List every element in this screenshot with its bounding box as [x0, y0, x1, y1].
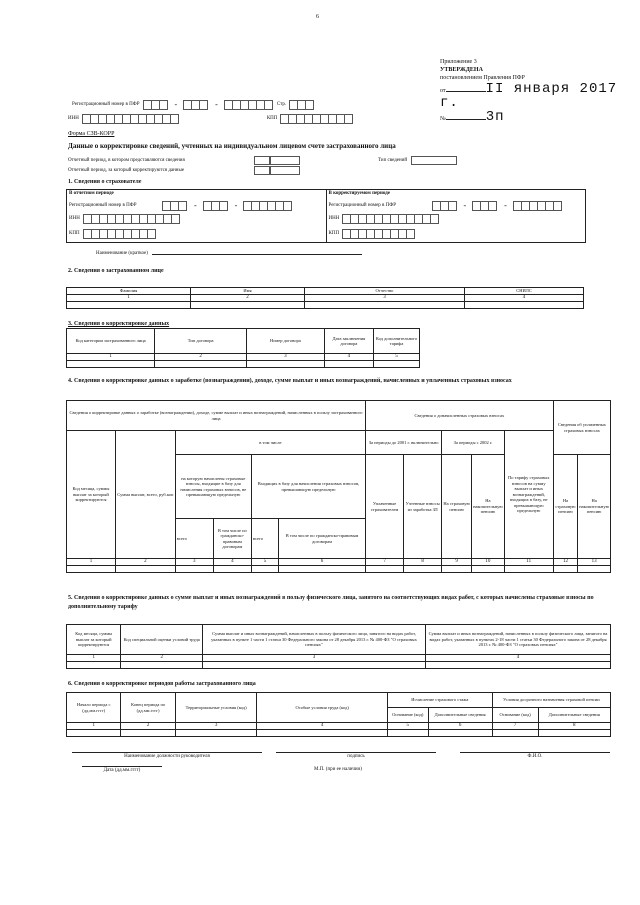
s6-group-service: Исчисление страхового стажа [387, 693, 492, 708]
s5-header: Сумма выплат и иных вознаграждений, начисленных в пользу физического лица, занятого на видах работ, указанных в пунктах 2-18 части 1 статьи 30 Федерального закона от 28 декабря 2013 г. № 400-ФЗ "О страховых пенсиях" [426, 625, 611, 655]
s6-num: 7 [492, 723, 538, 730]
page-number: 6 [316, 14, 319, 20]
s4-col-including: в том числе [175, 431, 365, 455]
s2-num: 4 [465, 294, 584, 301]
s6-cell[interactable] [175, 730, 257, 737]
s4-col-paid-earnings: Учтенные взносы из заработка ЗЛ [404, 455, 442, 559]
approval-no-label: № [440, 116, 446, 122]
s2-header: Имя [191, 288, 305, 295]
section1-left: В отчетном периоде Регистрационный номер в ПФР - - ИНН КПП [67, 190, 327, 242]
s6-num: 2 [121, 723, 175, 730]
s4-num: 6 [279, 559, 366, 566]
s4-num: 12 [553, 559, 577, 566]
s4-cell[interactable] [213, 566, 251, 573]
s1-name-label: Наименование (краткое) [96, 251, 148, 256]
header-kpp-label: КПП [266, 116, 278, 121]
s3-contract-date-cell[interactable] [324, 361, 373, 368]
s6-col-additional: Дополнительные сведения [428, 708, 492, 723]
s5-num: 2 [121, 655, 203, 662]
s4-cell[interactable] [404, 566, 442, 573]
s4-col-civil: В том числе по гражданско-правовым договорам [213, 519, 251, 559]
s4-col-total2: всего [251, 519, 278, 559]
s4-num: 4 [213, 559, 251, 566]
s4-col-from2002: За периоды с 2002 г. [442, 431, 505, 455]
s3-category-cell[interactable] [67, 361, 155, 368]
reg-part2-field[interactable] [184, 100, 208, 110]
footer-stamp: М.П. (при ее наличии) [314, 767, 362, 772]
s3-num: 5 [374, 354, 420, 361]
s4-col-sum: Сумма выплат, всего, руб.коп [115, 431, 175, 559]
s4-cell[interactable] [472, 566, 505, 573]
approval-decree: постановлением Правления ПФР [440, 75, 525, 81]
header-reg-row: Регистрационный номер в ПФР - - Стр. [72, 100, 314, 110]
s1-left-reg2-field[interactable] [204, 201, 228, 211]
footer-position: Наименование должности руководителя [72, 752, 262, 760]
period-corrected-label: Отчетный период, за который корректируются данные [68, 167, 185, 173]
s4-num: 1 [67, 559, 116, 566]
s4-cell[interactable] [504, 566, 553, 573]
s3-header: Код категории застрахованного лица [67, 329, 155, 354]
s4-num: 10 [472, 559, 505, 566]
s4-col-funded: На накопительную пенсию [472, 455, 505, 559]
kpp-field[interactable] [281, 114, 353, 124]
s6-num: 6 [428, 723, 492, 730]
s6-col-basis: Основание (код) [387, 708, 428, 723]
s5-sum1-cell[interactable] [202, 662, 425, 669]
s6-col-start: Начало периода с (дд.мм.гггг) [67, 693, 121, 723]
s3-num: 2 [155, 354, 247, 361]
section6-table [66, 692, 611, 737]
s4-col-paid-funded: На накопительную пенсию [578, 455, 611, 559]
footer-fio: Ф.И.О. [460, 752, 610, 760]
s1-left-reg1-field[interactable] [163, 201, 187, 211]
s2-header: СНИЛС [465, 288, 584, 295]
s5-header: Код месяца, суммы выплат за который корректируются [67, 625, 121, 655]
s4-num: 9 [442, 559, 472, 566]
s3-tariff-code-cell[interactable] [374, 361, 420, 368]
header-inn-row [68, 114, 353, 124]
header-inn-label: ИНН [68, 116, 79, 121]
s6-cell[interactable] [387, 730, 428, 737]
s1-right-reg-label: Регистрационный номер в ПФР [328, 203, 396, 208]
s4-col-civil2: В том числе по гражданско-правовым договорам [279, 519, 366, 559]
info-type-field[interactable] [411, 156, 457, 165]
section6-title: 6. Сведения о корректировке периодов работы застрахованного лица [68, 681, 256, 687]
section1-left-title: В отчетном периоде [69, 191, 114, 196]
s2-name-cell[interactable] [191, 301, 305, 308]
s5-sum2-cell[interactable] [426, 662, 611, 669]
info-type-label: Тип сведений [378, 157, 408, 163]
s5-month-cell[interactable] [67, 662, 121, 669]
s6-cell[interactable] [428, 730, 492, 737]
footer-signature: подпись [276, 752, 436, 760]
s1-left-inn-field[interactable] [84, 214, 180, 224]
section3-table [66, 328, 420, 368]
s2-header: Отчество [304, 288, 464, 295]
section4-title: 4. Сведения о корректировке данных о заработке (вознаграждении), доходе, сумме выплат и иных вознаграждений, начисленных и уплаченных страховых взносах [68, 378, 512, 384]
s6-col-basis2: Основание (код) [492, 708, 538, 723]
s2-num: 1 [67, 294, 191, 301]
s1-right-inn-field[interactable] [343, 214, 439, 224]
s5-num: 3 [202, 655, 425, 662]
s4-num: 11 [504, 559, 553, 566]
section5-table [66, 624, 611, 669]
form-name: Форма СЗВ-КОРР [68, 131, 115, 137]
page-field[interactable] [290, 100, 314, 110]
s4-num: 3 [175, 559, 213, 566]
s3-contract-type-cell[interactable] [155, 361, 247, 368]
s6-col-special: Особые условия труда (код) [257, 693, 388, 723]
approval-appendix: Приложение 3 [440, 59, 477, 65]
section1-box [66, 189, 586, 243]
s6-col-additional2: Дополнительные сведения [538, 708, 610, 723]
s4-cell[interactable] [366, 566, 404, 573]
s2-num: 3 [304, 294, 464, 301]
s4-group-earnings: Сведения о корректировке данных о заработке (вознаграждении), доходе, сумме выплат и иных вознаграждений, начисленных в пользу застрахованного лица [67, 401, 366, 431]
section1-title: 1. Сведения о страхователе [68, 179, 142, 185]
s5-header: Код специальной оценки условий труда [121, 625, 203, 655]
s4-cell[interactable] [67, 566, 116, 573]
s2-surname-cell[interactable] [67, 301, 191, 308]
s4-col-insurance: На страховую пенсию [442, 455, 472, 559]
s6-cell[interactable] [121, 730, 175, 737]
s6-num: 8 [538, 723, 610, 730]
approval-block [440, 58, 640, 124]
s1-right-kpp-label: КПП [328, 231, 340, 236]
s4-cell[interactable] [553, 566, 577, 573]
s4-col-month: Код месяца, суммы выплат за который корректируются [67, 431, 116, 559]
s1-right-reg3-field[interactable] [514, 201, 562, 211]
section1-right: В корректируемом периоде Регистрационный номер в ПФР - - ИНН КПП [327, 190, 586, 242]
footer-date: Дата (дд.мм.гггг) [82, 766, 162, 774]
s4-col-paid-insured: Уплаченные страхователем [366, 455, 404, 559]
section4-table [66, 400, 611, 573]
s4-cell[interactable] [578, 566, 611, 573]
s6-cell[interactable] [492, 730, 538, 737]
approval-approved: УТВЕРЖДЕНА [440, 67, 483, 73]
s4-cell[interactable] [442, 566, 472, 573]
s1-left-reg-label: Регистрационный номер в ПФР [69, 203, 137, 208]
s4-cell[interactable] [175, 566, 213, 573]
s3-num: 4 [324, 354, 373, 361]
s4-col-before2001: За периоды до 2001 г. включительно [366, 431, 442, 455]
period-corrected-field[interactable] [254, 166, 300, 175]
s6-num: 3 [175, 723, 257, 730]
s1-name-field[interactable] [152, 254, 362, 255]
period-submitted-row [68, 156, 457, 165]
s4-cell[interactable] [251, 566, 278, 573]
s2-num: 2 [191, 294, 305, 301]
s1-right-reg1-field[interactable] [433, 201, 457, 211]
form-title: Данные о корректировке сведений, учтенных на индивидуальном лицевом счете застрахованного лица [68, 142, 396, 150]
s2-snils-cell[interactable] [465, 301, 584, 308]
approval-number: 3п [485, 109, 505, 125]
s1-left-inn-label: ИНН [69, 216, 80, 221]
s4-col-paid-insurance: На страховую пенсию [553, 455, 577, 559]
s1-right-inn-label: ИНН [328, 216, 340, 221]
s3-header: Дата заключения договора [324, 329, 373, 354]
approval-date: II января 2017 г. [440, 81, 618, 111]
s5-num: 1 [67, 655, 121, 662]
s6-num: 1 [67, 723, 121, 730]
s4-cell[interactable] [279, 566, 366, 573]
s6-cell[interactable] [67, 730, 121, 737]
reg-part1-field[interactable] [144, 100, 168, 110]
s6-col-territorial: Территориальные условия (код) [175, 693, 257, 723]
page-label: Стр. [276, 102, 287, 107]
s1-right-kpp-field[interactable] [343, 229, 415, 239]
s4-cell[interactable] [115, 566, 175, 573]
s3-num: 3 [247, 354, 325, 361]
s4-group-accrued: Сведения о доначисленных страховых взносах [366, 401, 554, 431]
s5-header: Сумма выплат и иных вознаграждений, начисленных в пользу физического лица, занятого на видах работ, указанных в пункте 1 части 1 статьи 30 Федерального закона от 28 декабря 2013 г. № 400-ФЗ "О страховых пенсиях" [202, 625, 425, 655]
section3-title: 3. Сведения о корректировке данных [68, 321, 170, 327]
period-submitted-field[interactable] [254, 156, 300, 165]
s1-right-reg2-field[interactable] [473, 201, 497, 211]
s4-num: 13 [578, 559, 611, 566]
reg-part3-field[interactable] [225, 100, 273, 110]
s3-header: Код дополнительного тарифа [374, 329, 420, 354]
s4-num: 5 [251, 559, 278, 566]
s6-cell[interactable] [257, 730, 388, 737]
s4-num: 2 [115, 559, 175, 566]
s1-left-kpp-field[interactable] [84, 229, 156, 239]
s4-col-total: всего [175, 519, 213, 559]
s6-col-end: Конец периода по (дд.мм.гггг) [121, 693, 175, 723]
s5-assessment-cell[interactable] [121, 662, 203, 669]
s4-num: 8 [404, 559, 442, 566]
s3-header: Номер договора [247, 329, 325, 354]
section2-table [66, 287, 584, 309]
s1-left-reg3-field[interactable] [244, 201, 292, 211]
s2-header: Фамилия [67, 288, 191, 295]
section1-right-title: В корректируемом периоде [328, 191, 390, 196]
s4-col-tariff: По тарифу страховых взносов на сумму выплат и иных вознаграждений, входящих в базу, не превышающую предельную [504, 431, 553, 559]
s1-left-kpp-label: КПП [69, 231, 80, 236]
s4-group-paid: Сведения об уплаченных страховых взносах [553, 401, 610, 455]
period-corrected-row [68, 166, 300, 175]
s3-header: Тип договора [155, 329, 247, 354]
s4-col-exceeding: Входящих в базу для начисления страховых взносов, превышающую предельную [251, 455, 365, 519]
section2-title: 2. Сведения о застрахованном лице [68, 268, 164, 274]
approval-from-label: от [440, 88, 446, 94]
s6-num: 5 [387, 723, 428, 730]
header-reg-label: Регистрационный номер в ПФР [72, 102, 140, 107]
section5-title: 5. Сведения о корректировке данных о сумме выплат и иных вознаграждений в пользу физического лица, занятого на соответствующих видах работ, с которых начислены страховые взносы по дополнительному тарифу [68, 595, 594, 610]
s6-group-early: Условия досрочного назначения страховой пенсии [492, 693, 610, 708]
s2-patronymic-cell[interactable] [304, 301, 464, 308]
s3-num: 1 [67, 354, 155, 361]
s5-num: 4 [426, 655, 611, 662]
s6-num: 4 [257, 723, 388, 730]
section1-name-row [96, 251, 362, 257]
period-submitted-label: Отчетный период, в котором представляются сведения [68, 157, 185, 163]
s6-cell[interactable] [538, 730, 610, 737]
s4-num: 7 [366, 559, 404, 566]
inn-field[interactable] [83, 114, 179, 124]
s3-contract-number-cell[interactable] [247, 361, 325, 368]
s4-col-not-exceeding: на которую начислены страховые взносы, входящие в базу для начисления страховых взносов, не превышающую предельную [175, 455, 251, 519]
